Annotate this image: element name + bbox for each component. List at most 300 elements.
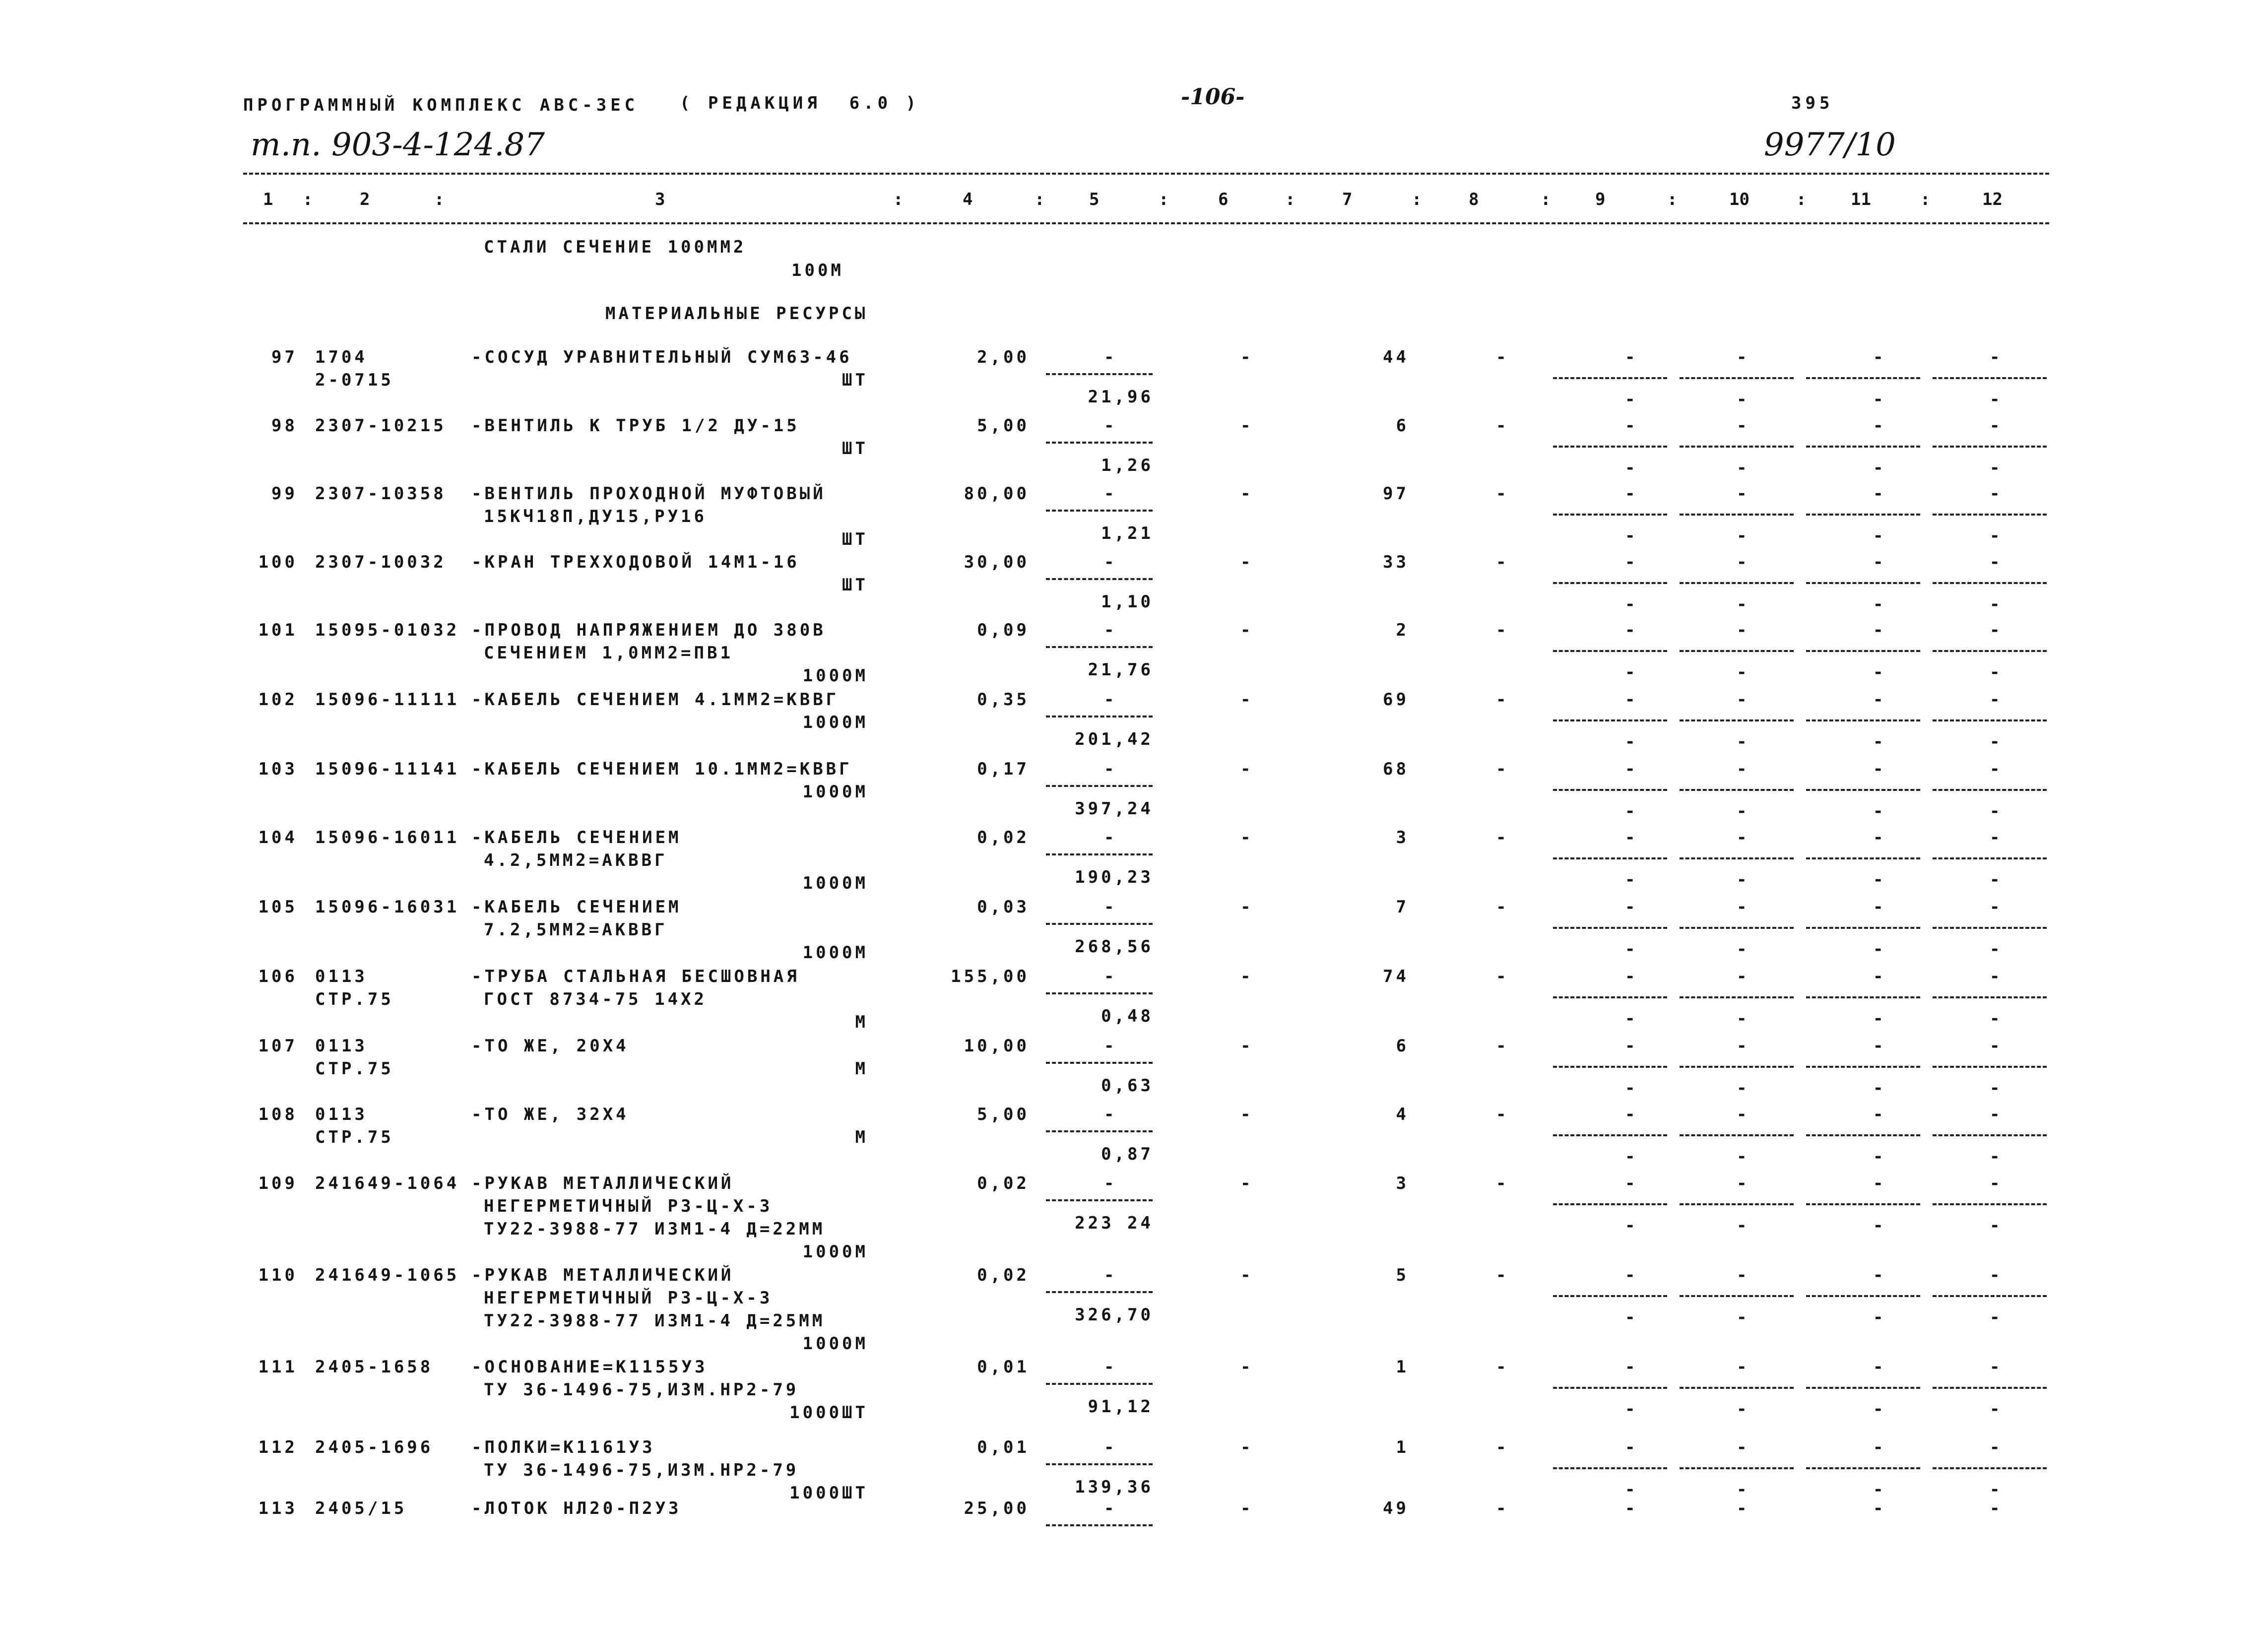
resource-code-secondary: СТР.75 [315, 1059, 394, 1079]
unit-price: 0,48 [1101, 1006, 1154, 1026]
col6-dash: - [1240, 1173, 1254, 1193]
cost-dash: - [1104, 897, 1117, 917]
subtotal-divider [1680, 857, 1794, 859]
col-dash: - [1873, 416, 1886, 436]
subtotal-divider [1933, 789, 2047, 791]
col6-dash: - [1240, 897, 1254, 917]
subtotal-divider [1680, 446, 1794, 448]
col-dash: - [1990, 1399, 2003, 1419]
resource-code-secondary: СТР.75 [315, 989, 394, 1009]
col-dash: - [1873, 1480, 1886, 1499]
resource-code: 15096-16011 [315, 828, 460, 847]
col-dash: - [1625, 1399, 1638, 1419]
resource-code: 2307-10215 [315, 416, 447, 436]
col-dash: - [1737, 662, 1750, 682]
col-dash: - [1873, 347, 1886, 367]
row-number: 109 [258, 1173, 298, 1193]
col8-dash: - [1496, 1265, 1509, 1285]
col-dash: - [1990, 552, 2003, 572]
col-dash: - [1737, 552, 1750, 572]
cost-divider [1046, 1291, 1153, 1293]
document-number: 9977/10 [1764, 127, 1896, 163]
quantity: 0,09 [977, 620, 1030, 640]
resource-name-line: ТУ22-3988-77 ИЗМ1-4 Д=25ММ [484, 1311, 826, 1331]
unit-price: 91,12 [1088, 1397, 1154, 1417]
quantity: 2,00 [977, 347, 1030, 367]
resource-name-line: ТУ 36-1496-75,ИЗМ.НР2-79 [484, 1380, 799, 1400]
unit-of-measure: ШТ [842, 370, 868, 390]
resource-code: 2307-10358 [315, 484, 447, 504]
column-header-4: 4 [963, 190, 973, 209]
subtotal-divider [1806, 514, 1920, 516]
cost-divider [1046, 1383, 1153, 1385]
cost-divider [1046, 1524, 1153, 1526]
col-dash: - [1625, 1009, 1638, 1029]
col-dash: - [1625, 801, 1638, 821]
col7-value: 33 [1383, 552, 1409, 572]
col-dash: - [1737, 458, 1750, 478]
resource-name-line: -ПОЛКИ=К1161У3 [471, 1437, 655, 1457]
col-dash: - [1990, 1173, 2003, 1193]
column-header-11: 11 [1851, 190, 1871, 209]
subtotal-divider [1806, 377, 1920, 379]
unit-price: 397,24 [1075, 799, 1154, 819]
subtotal-divider [1553, 1295, 1667, 1297]
column-header-2: 2 [360, 190, 370, 209]
resource-name-line: -ПРОВОД НАПРЯЖЕНИЕМ ДО 380В [471, 620, 826, 640]
resource-code: 0113 [315, 1105, 368, 1124]
cost-dash: - [1104, 690, 1117, 710]
resource-code: 0113 [315, 1036, 368, 1056]
resource-code: 1704 [315, 347, 368, 367]
unit-price: 1,21 [1101, 523, 1154, 543]
cost-dash: - [1104, 1437, 1117, 1457]
row-number: 101 [258, 620, 298, 640]
col-dash: - [1990, 1437, 2003, 1457]
col-dash: - [1873, 526, 1886, 546]
column-header-8: 8 [1469, 190, 1479, 209]
col-dash: - [1625, 1265, 1638, 1285]
col-dash: - [1990, 1216, 2003, 1236]
resource-name-line: НЕГЕРМЕТИЧНЫЙ РЗ-Ц-Х-3 [484, 1288, 773, 1308]
subtotal-divider [1933, 377, 2047, 379]
col-dash: - [1990, 1480, 2003, 1499]
cost-divider [1046, 373, 1153, 375]
col-dash: - [1625, 484, 1638, 504]
quantity: 5,00 [977, 1105, 1030, 1124]
col7-value: 74 [1383, 967, 1409, 986]
column-header-12: 12 [1982, 190, 2003, 209]
column-separator: : [1796, 190, 1807, 209]
col7-value: 3 [1396, 828, 1409, 847]
cost-divider [1046, 1130, 1153, 1132]
subtotal-divider [1933, 1387, 2047, 1389]
col-dash: - [1625, 662, 1638, 682]
col-dash: - [1990, 1265, 2003, 1285]
col8-dash: - [1496, 1105, 1509, 1124]
row-number: 99 [271, 484, 298, 504]
col6-dash: - [1240, 552, 1254, 572]
quantity: 0,01 [977, 1357, 1030, 1377]
resource-name-line: -ОСНОВАНИЕ=К1155У3 [471, 1357, 708, 1377]
column-separator: : [893, 190, 904, 209]
resource-code: 2405-1658 [315, 1357, 434, 1377]
col-dash: - [1873, 1399, 1886, 1419]
col-dash: - [1990, 662, 2003, 682]
col6-dash: - [1240, 1357, 1254, 1377]
resource-name-line: ГОСТ 8734-75 14Х2 [484, 989, 707, 1009]
resource-name-line: -КАБЕЛЬ СЕЧЕНИЕМ 10.1ММ2=КВВГ [471, 759, 852, 779]
col-dash: - [1737, 1009, 1750, 1029]
unit-price: 21,76 [1088, 660, 1154, 680]
col-dash: - [1625, 967, 1638, 986]
col-dash: - [1990, 458, 2003, 478]
subtotal-divider [1553, 719, 1667, 721]
subtotal-divider [1680, 1295, 1794, 1297]
row-number: 106 [258, 967, 298, 986]
subtotal-divider [1553, 789, 1667, 791]
col6-dash: - [1240, 1437, 1254, 1457]
col-dash: - [1873, 1307, 1886, 1327]
unit-price: 1,26 [1101, 456, 1154, 475]
col-dash: - [1737, 1499, 1750, 1518]
col-dash: - [1873, 1036, 1886, 1056]
row-number: 104 [258, 828, 298, 847]
subtotal-divider [1933, 1295, 2047, 1297]
col-dash: - [1990, 828, 2003, 847]
col-dash: - [1737, 690, 1750, 710]
row-number: 108 [258, 1105, 298, 1124]
cost-dash: - [1104, 1265, 1117, 1285]
subtotal-divider [1553, 996, 1667, 998]
resource-name-line: ТУ 36-1496-75,ИЗМ.НР2-79 [484, 1460, 799, 1480]
subtotal-divider [1933, 1134, 2047, 1136]
resource-code: 241649-1065 [315, 1265, 460, 1285]
col-dash: - [1625, 1307, 1638, 1327]
quantity: 0,01 [977, 1437, 1030, 1457]
col-dash: - [1873, 759, 1886, 779]
col-dash: - [1737, 416, 1750, 436]
column-header-10: 10 [1729, 190, 1750, 209]
cost-dash: - [1104, 828, 1117, 847]
subtotal-divider [1806, 582, 1920, 584]
handwritten-page-number: -106- [1181, 84, 1245, 110]
column-header-1: 1 [263, 190, 273, 209]
carryover-unit: 100М [791, 261, 844, 280]
col7-value: 69 [1383, 690, 1409, 710]
col-dash: - [1873, 870, 1886, 890]
column-separator: : [1667, 190, 1678, 209]
col-dash: - [1873, 1216, 1886, 1236]
cost-dash: - [1104, 759, 1117, 779]
subtotal-divider [1553, 927, 1667, 929]
subtotal-divider [1553, 1203, 1667, 1205]
col-dash: - [1625, 939, 1638, 959]
subtotal-divider [1553, 1134, 1667, 1136]
unit-of-measure: М [855, 1012, 868, 1032]
col7-value: 44 [1383, 347, 1409, 367]
column-header-6: 6 [1218, 190, 1229, 209]
subtotal-divider [1680, 719, 1794, 721]
subtotal-divider [1553, 1467, 1667, 1469]
quantity: 155,00 [951, 967, 1030, 986]
col6-dash: - [1240, 620, 1254, 640]
column-header-5: 5 [1089, 190, 1100, 209]
col8-dash: - [1496, 1499, 1509, 1518]
row-number: 113 [258, 1499, 298, 1518]
col-dash: - [1873, 690, 1886, 710]
col6-dash: - [1240, 1105, 1254, 1124]
resource-code: 15095-01032 [315, 620, 460, 640]
program-title: ПРОГРАММНЫЙ КОМПЛЕКС АВС-3ЕС [243, 95, 639, 115]
col-dash: - [1625, 458, 1638, 478]
col-dash: - [1737, 870, 1750, 890]
col-dash: - [1990, 484, 2003, 504]
row-number: 102 [258, 690, 298, 710]
col-dash: - [1625, 1147, 1638, 1167]
col7-value: 2 [1396, 620, 1409, 640]
unit-price: 21,96 [1088, 387, 1154, 407]
col-dash: - [1625, 1480, 1638, 1499]
subtotal-divider [1933, 996, 2047, 998]
resource-name-line: -РУКАВ МЕТАЛЛИЧЕСКИЙ [471, 1173, 734, 1193]
col-dash: - [1737, 620, 1750, 640]
resource-name-line: -СОСУД УРАВНИТЕЛЬНЫЙ СУМ63-46 [471, 347, 852, 367]
cost-dash: - [1104, 347, 1117, 367]
col7-value: 97 [1383, 484, 1409, 504]
resource-name-line: -ЛОТОК НЛ20-П2У3 [471, 1499, 682, 1518]
col-dash: - [1625, 1437, 1638, 1457]
column-separator: : [1159, 190, 1169, 209]
cost-divider [1046, 1463, 1153, 1465]
quantity: 25,00 [964, 1499, 1030, 1518]
col-dash: - [1625, 828, 1638, 847]
col-dash: - [1990, 1147, 2003, 1167]
subtotal-divider [1933, 857, 2047, 859]
row-number: 103 [258, 759, 298, 779]
resource-name-line: -ТО ЖЕ, 32Х4 [471, 1105, 629, 1124]
col8-dash: - [1496, 1357, 1509, 1377]
unit-of-measure: ШТ [842, 439, 868, 458]
subtotal-divider [1806, 1295, 1920, 1297]
cost-divider [1046, 646, 1153, 648]
col8-dash: - [1496, 484, 1509, 504]
col-dash: - [1625, 1216, 1638, 1236]
col-dash: - [1873, 1105, 1886, 1124]
col8-dash: - [1496, 620, 1509, 640]
col6-dash: - [1240, 828, 1254, 847]
cost-dash: - [1104, 552, 1117, 572]
col-dash: - [1990, 1357, 2003, 1377]
subtotal-divider [1553, 446, 1667, 448]
subtotal-divider [1680, 377, 1794, 379]
column-header-3: 3 [655, 190, 665, 209]
resource-name-line: -РУКАВ МЕТАЛЛИЧЕСКИЙ [471, 1265, 734, 1285]
col-dash: - [1873, 1078, 1886, 1098]
col7-value: 6 [1396, 1036, 1409, 1056]
quantity: 5,00 [977, 416, 1030, 436]
subtotal-divider [1680, 789, 1794, 791]
quantity: 0,02 [977, 1265, 1030, 1285]
resource-name-line: -ТРУБА СТАЛЬНАЯ БЕСШОВНАЯ [471, 967, 800, 986]
resource-name-line: -КАБЕЛЬ СЕЧЕНИЕМ 4.1ММ2=КВВГ [471, 690, 840, 710]
resource-name-line: СЕЧЕНИЕМ 1,0ММ2=ПВ1 [484, 643, 733, 663]
unit-of-measure: ШТ [842, 529, 868, 549]
cost-dash: - [1104, 416, 1117, 436]
subtotal-divider [1933, 446, 2047, 448]
row-number: 100 [258, 552, 298, 572]
col7-value: 5 [1396, 1265, 1409, 1285]
cost-dash: - [1104, 1105, 1117, 1124]
subtotal-divider [1680, 582, 1794, 584]
column-separator: : [1920, 190, 1931, 209]
col-dash: - [1990, 1105, 2003, 1124]
cost-divider [1046, 1062, 1153, 1064]
col-dash: - [1737, 1357, 1750, 1377]
subtotal-divider [1806, 1467, 1920, 1469]
resource-code: 15096-16031 [315, 897, 460, 917]
resource-code: 2405/15 [315, 1499, 407, 1518]
col8-dash: - [1496, 416, 1509, 436]
col6-dash: - [1240, 484, 1254, 504]
unit-of-measure: 1000М [802, 1334, 868, 1354]
subtotal-divider [1933, 1066, 2047, 1068]
subtotal-divider [1680, 650, 1794, 652]
section-title: МАТЕРИАЛЬНЫЕ РЕСУРСЫ [605, 304, 868, 324]
col-dash: - [1990, 1009, 2003, 1029]
col-dash: - [1737, 1265, 1750, 1285]
subtotal-divider [1680, 1203, 1794, 1205]
subtotal-divider [1806, 650, 1920, 652]
cost-divider [1046, 1199, 1153, 1201]
header-rule-top [243, 173, 2049, 175]
subtotal-divider [1553, 650, 1667, 652]
col-dash: - [1990, 967, 2003, 986]
col-dash: - [1625, 390, 1638, 409]
col6-dash: - [1240, 416, 1254, 436]
col-dash: - [1873, 1357, 1886, 1377]
col7-value: 1 [1396, 1357, 1409, 1377]
unit-of-measure: 1000М [802, 666, 868, 686]
col-dash: - [1873, 939, 1886, 959]
cost-dash: - [1104, 484, 1117, 504]
subtotal-divider [1806, 789, 1920, 791]
col-dash: - [1873, 552, 1886, 572]
resource-name-line: ТУ22-3988-77 ИЗМ1-4 Д=22ММ [484, 1219, 826, 1239]
subtotal-divider [1933, 1467, 2047, 1469]
col-dash: - [1737, 1173, 1750, 1193]
unit-price: 1,10 [1101, 592, 1154, 612]
col7-value: 7 [1396, 897, 1409, 917]
col-dash: - [1873, 1499, 1886, 1518]
col7-value: 49 [1383, 1499, 1409, 1518]
col-dash: - [1737, 828, 1750, 847]
col-dash: - [1873, 1437, 1886, 1457]
subtotal-divider [1680, 514, 1794, 516]
col7-value: 3 [1396, 1173, 1409, 1193]
subtotal-divider [1933, 927, 2047, 929]
quantity: 0,35 [977, 690, 1030, 710]
col-dash: - [1625, 897, 1638, 917]
col-dash: - [1625, 620, 1638, 640]
col-dash: - [1990, 390, 2003, 409]
header-rule-bottom [243, 222, 2049, 224]
col-dash: - [1873, 897, 1886, 917]
col-dash: - [1625, 526, 1638, 546]
quantity: 0,02 [977, 1173, 1030, 1193]
row-number: 98 [271, 416, 298, 436]
col6-dash: - [1240, 759, 1254, 779]
quantity: 80,00 [964, 484, 1030, 504]
col-dash: - [1737, 1105, 1750, 1124]
unit-price: 190,23 [1075, 867, 1154, 887]
col-dash: - [1625, 759, 1638, 779]
resource-code: 15096-11111 [315, 690, 460, 710]
subtotal-divider [1680, 1467, 1794, 1469]
col-dash: - [1737, 897, 1750, 917]
col-dash: - [1737, 1399, 1750, 1419]
column-separator: : [303, 190, 313, 209]
cost-divider [1046, 923, 1153, 925]
col-dash: - [1873, 458, 1886, 478]
subtotal-divider [1806, 857, 1920, 859]
column-separator: : [1541, 190, 1551, 209]
col-dash: - [1625, 690, 1638, 710]
edition-label: ( РЕДАКЦИЯ 6.0 ) [680, 93, 920, 113]
col8-dash: - [1496, 897, 1509, 917]
col-dash: - [1990, 759, 2003, 779]
row-number: 112 [258, 1437, 298, 1457]
col-dash: - [1873, 1173, 1886, 1193]
subtotal-divider [1933, 719, 2047, 721]
col-dash: - [1625, 1078, 1638, 1098]
col-dash: - [1990, 1036, 2003, 1056]
unit-of-measure: 1000М [802, 943, 868, 963]
col-dash: - [1990, 897, 2003, 917]
unit-price: 223 24 [1075, 1213, 1154, 1233]
col-dash: - [1990, 690, 2003, 710]
col-dash: - [1737, 594, 1750, 614]
cost-dash: - [1104, 1173, 1117, 1193]
column-header-9: 9 [1595, 190, 1606, 209]
col-dash: - [1737, 967, 1750, 986]
subtotal-divider [1553, 1387, 1667, 1389]
col-dash: - [1873, 801, 1886, 821]
resource-code-secondary: СТР.75 [315, 1127, 394, 1147]
unit-of-measure: М [855, 1059, 868, 1079]
subtotal-divider [1806, 996, 1920, 998]
col-dash: - [1873, 620, 1886, 640]
col8-dash: - [1496, 1036, 1509, 1056]
subtotal-divider [1553, 514, 1667, 516]
col-dash: - [1737, 1307, 1750, 1327]
col-dash: - [1737, 1036, 1750, 1056]
row-number: 97 [271, 347, 298, 367]
subtotal-divider [1806, 1387, 1920, 1389]
resource-name-line: -КАБЕЛЬ СЕЧЕНИЕМ [471, 897, 682, 917]
unit-of-measure: 1000М [802, 782, 868, 802]
col-dash: - [1625, 552, 1638, 572]
col-dash: - [1625, 1105, 1638, 1124]
resource-name-line: -ТО ЖЕ, 20Х4 [471, 1036, 629, 1056]
resource-code: 15096-11141 [315, 759, 460, 779]
col-dash: - [1873, 1265, 1886, 1285]
col-dash: - [1990, 526, 2003, 546]
col-dash: - [1737, 939, 1750, 959]
col8-dash: - [1496, 759, 1509, 779]
row-number: 107 [258, 1036, 298, 1056]
cost-dash: - [1104, 967, 1117, 986]
